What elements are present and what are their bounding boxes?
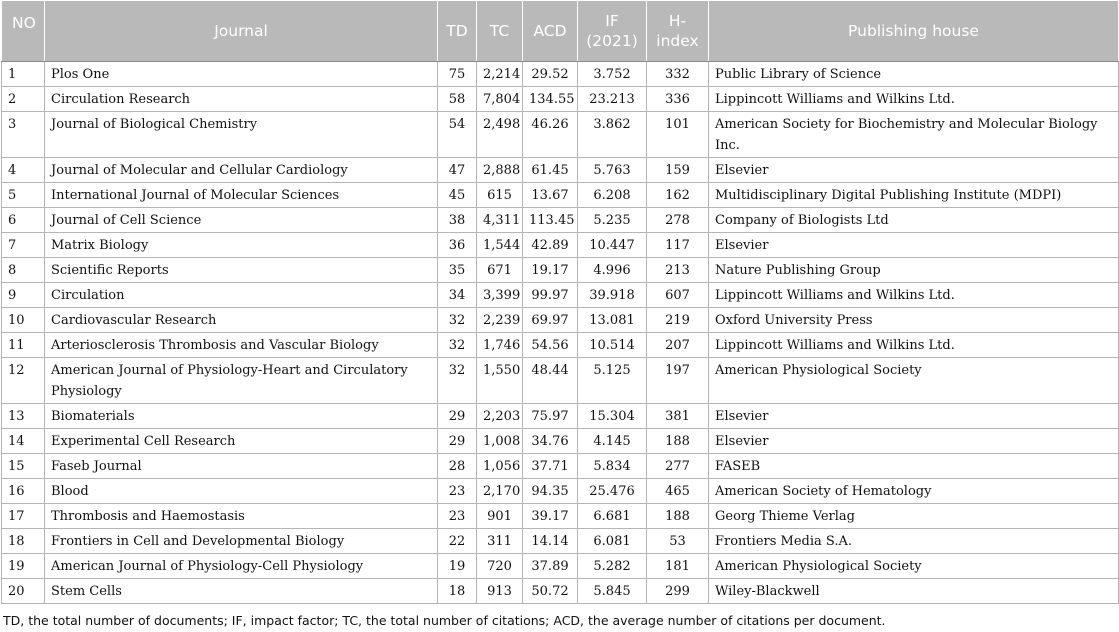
cell-h-index: 197	[647, 358, 709, 404]
cell-journal: American Journal of Physiology-Heart and Circulatory Physiology	[45, 358, 438, 404]
cell-h-index: 117	[647, 233, 709, 258]
cell-acd: 29.52	[523, 62, 578, 87]
cell-no: 3	[2, 112, 45, 158]
cell-publishing-house: Nature Publishing Group	[709, 258, 1119, 283]
cell-journal: Matrix Biology	[45, 233, 438, 258]
cell-publishing-house: Oxford University Press	[709, 308, 1119, 333]
cell-if: 10.447	[578, 233, 647, 258]
cell-td: 34	[438, 283, 477, 308]
cell-publishing-house: Lippincott Williams and Wilkins Ltd.	[709, 87, 1119, 112]
header-journal: Journal	[45, 1, 438, 62]
cell-acd: 37.71	[523, 454, 578, 479]
cell-if: 5.834	[578, 454, 647, 479]
cell-td: 32	[438, 333, 477, 358]
cell-td: 58	[438, 87, 477, 112]
cell-publishing-house: Wiley-Blackwell	[709, 579, 1119, 604]
cell-h-index: 188	[647, 504, 709, 529]
cell-no: 14	[2, 429, 45, 454]
cell-td: 28	[438, 454, 477, 479]
cell-tc: 2,498	[477, 112, 523, 158]
header-h-index: H-index	[647, 1, 709, 62]
cell-journal: Journal of Molecular and Cellular Cardiology	[45, 158, 438, 183]
cell-if: 25.476	[578, 479, 647, 504]
cell-tc: 1,008	[477, 429, 523, 454]
cell-if: 39.918	[578, 283, 647, 308]
cell-no: 10	[2, 308, 45, 333]
table-row	[2, 429, 1119, 454]
cell-journal: Circulation Research	[45, 87, 438, 112]
cell-journal: Stem Cells	[45, 579, 438, 604]
cell-if: 4.996	[578, 258, 647, 283]
table-row	[2, 554, 1119, 579]
cell-journal: Cardiovascular Research	[45, 308, 438, 333]
cell-journal: Blood	[45, 479, 438, 504]
cell-journal: Circulation	[45, 283, 438, 308]
cell-if: 6.081	[578, 529, 647, 554]
cell-publishing-house: Georg Thieme Verlag	[709, 504, 1119, 529]
cell-tc: 913	[477, 579, 523, 604]
cell-tc: 2,203	[477, 404, 523, 429]
cell-h-index: 213	[647, 258, 709, 283]
cell-h-index: 219	[647, 308, 709, 333]
cell-publishing-house: Elsevier	[709, 233, 1119, 258]
cell-td: 38	[438, 208, 477, 233]
table-row	[2, 479, 1119, 504]
cell-acd: 34.76	[523, 429, 578, 454]
table-row	[2, 404, 1119, 429]
cell-if: 3.752	[578, 62, 647, 87]
table-row	[2, 308, 1119, 333]
header-if: IF (2021)	[578, 1, 647, 62]
cell-publishing-house: American Physiological Society	[709, 554, 1119, 579]
cell-no: 19	[2, 554, 45, 579]
cell-h-index: 299	[647, 579, 709, 604]
table-row	[2, 358, 1119, 404]
cell-journal: Journal of Cell Science	[45, 208, 438, 233]
cell-acd: 54.56	[523, 333, 578, 358]
journal-table	[1, 0, 1119, 604]
cell-h-index: 332	[647, 62, 709, 87]
cell-if: 10.514	[578, 333, 647, 358]
cell-journal: Experimental Cell Research	[45, 429, 438, 454]
header-publishing-house: Publishing house	[709, 1, 1119, 62]
journal-table-container	[1, 0, 1118, 604]
table-row	[2, 233, 1119, 258]
cell-journal: Frontiers in Cell and Developmental Biology	[45, 529, 438, 554]
cell-tc: 3,399	[477, 283, 523, 308]
cell-h-index: 162	[647, 183, 709, 208]
cell-tc: 4,311	[477, 208, 523, 233]
cell-td: 29	[438, 429, 477, 454]
table-row	[2, 579, 1119, 604]
cell-acd: 50.72	[523, 579, 578, 604]
cell-if: 5.125	[578, 358, 647, 404]
cell-if: 15.304	[578, 404, 647, 429]
cell-if: 4.145	[578, 429, 647, 454]
cell-no: 11	[2, 333, 45, 358]
cell-if: 13.081	[578, 308, 647, 333]
cell-h-index: 207	[647, 333, 709, 358]
table-row	[2, 333, 1119, 358]
cell-h-index: 607	[647, 283, 709, 308]
cell-journal: American Journal of Physiology-Cell Physiology	[45, 554, 438, 579]
cell-if: 6.208	[578, 183, 647, 208]
cell-td: 23	[438, 479, 477, 504]
table-row	[2, 183, 1119, 208]
cell-acd: 42.89	[523, 233, 578, 258]
cell-acd: 39.17	[523, 504, 578, 529]
cell-h-index: 53	[647, 529, 709, 554]
cell-td: 35	[438, 258, 477, 283]
cell-if: 5.845	[578, 579, 647, 604]
cell-tc: 901	[477, 504, 523, 529]
cell-tc: 671	[477, 258, 523, 283]
cell-if: 6.681	[578, 504, 647, 529]
cell-no: 4	[2, 158, 45, 183]
cell-if: 23.213	[578, 87, 647, 112]
header-no: NO	[2, 1, 45, 62]
cell-no: 13	[2, 404, 45, 429]
cell-tc: 2,239	[477, 308, 523, 333]
table-row	[2, 158, 1119, 183]
table-row	[2, 283, 1119, 308]
cell-journal: Arteriosclerosis Thrombosis and Vascular Biology	[45, 333, 438, 358]
cell-publishing-house: Public Library of Science	[709, 62, 1119, 87]
cell-publishing-house: Lippincott Williams and Wilkins Ltd.	[709, 333, 1119, 358]
cell-tc: 1,746	[477, 333, 523, 358]
cell-publishing-house: Company of Biologists Ltd	[709, 208, 1119, 233]
cell-td: 23	[438, 504, 477, 529]
cell-tc: 1,544	[477, 233, 523, 258]
cell-no: 1	[2, 62, 45, 87]
cell-acd: 99.97	[523, 283, 578, 308]
table-row	[2, 454, 1119, 479]
cell-if: 5.235	[578, 208, 647, 233]
cell-td: 29	[438, 404, 477, 429]
cell-h-index: 101	[647, 112, 709, 158]
cell-publishing-house: Frontiers Media S.A.	[709, 529, 1119, 554]
cell-publishing-house: FASEB	[709, 454, 1119, 479]
cell-td: 47	[438, 158, 477, 183]
cell-acd: 134.55	[523, 87, 578, 112]
header-tc: TC	[477, 1, 523, 62]
cell-no: 20	[2, 579, 45, 604]
cell-h-index: 277	[647, 454, 709, 479]
cell-no: 16	[2, 479, 45, 504]
cell-h-index: 381	[647, 404, 709, 429]
cell-no: 18	[2, 529, 45, 554]
cell-tc: 1,550	[477, 358, 523, 404]
cell-no: 15	[2, 454, 45, 479]
cell-tc: 2,888	[477, 158, 523, 183]
cell-no: 6	[2, 208, 45, 233]
cell-publishing-house: American Physiological Society	[709, 358, 1119, 404]
table-row	[2, 529, 1119, 554]
cell-h-index: 465	[647, 479, 709, 504]
cell-publishing-house: Lippincott Williams and Wilkins Ltd.	[709, 283, 1119, 308]
cell-td: 32	[438, 358, 477, 404]
cell-h-index: 181	[647, 554, 709, 579]
cell-acd: 48.44	[523, 358, 578, 404]
table-row	[2, 112, 1119, 158]
table-footnote: TD, the total number of documents; IF, impact factor; TC, the total number of citations; ACD, the average number of citations per document.	[3, 613, 886, 628]
cell-h-index: 278	[647, 208, 709, 233]
cell-h-index: 159	[647, 158, 709, 183]
cell-acd: 61.45	[523, 158, 578, 183]
cell-tc: 7,804	[477, 87, 523, 112]
cell-tc: 720	[477, 554, 523, 579]
cell-no: 2	[2, 87, 45, 112]
cell-publishing-house: Multidisciplinary Digital Publishing Institute (MDPI)	[709, 183, 1119, 208]
cell-if: 3.862	[578, 112, 647, 158]
cell-td: 36	[438, 233, 477, 258]
cell-td: 75	[438, 62, 477, 87]
cell-publishing-house: American Society for Biochemistry and Molecular Biology Inc.	[709, 112, 1119, 158]
cell-no: 5	[2, 183, 45, 208]
cell-tc: 615	[477, 183, 523, 208]
header-acd: ACD	[523, 1, 578, 62]
cell-tc: 1,056	[477, 454, 523, 479]
cell-h-index: 188	[647, 429, 709, 454]
cell-no: 12	[2, 358, 45, 404]
cell-td: 18	[438, 579, 477, 604]
table-row	[2, 87, 1119, 112]
table-body	[2, 62, 1119, 604]
cell-journal: Biomaterials	[45, 404, 438, 429]
cell-h-index: 336	[647, 87, 709, 112]
cell-if: 5.763	[578, 158, 647, 183]
cell-journal: Plos One	[45, 62, 438, 87]
cell-acd: 69.97	[523, 308, 578, 333]
cell-journal: Journal of Biological Chemistry	[45, 112, 438, 158]
table-row	[2, 208, 1119, 233]
cell-no: 7	[2, 233, 45, 258]
table-row	[2, 258, 1119, 283]
cell-td: 19	[438, 554, 477, 579]
cell-publishing-house: Elsevier	[709, 429, 1119, 454]
table-row	[2, 504, 1119, 529]
cell-no: 17	[2, 504, 45, 529]
cell-journal: Scientific Reports	[45, 258, 438, 283]
cell-acd: 113.45	[523, 208, 578, 233]
cell-publishing-house: American Society of Hematology	[709, 479, 1119, 504]
table-row	[2, 62, 1119, 87]
cell-td: 32	[438, 308, 477, 333]
cell-td: 45	[438, 183, 477, 208]
cell-publishing-house: Elsevier	[709, 404, 1119, 429]
cell-acd: 75.97	[523, 404, 578, 429]
cell-publishing-house: Elsevier	[709, 158, 1119, 183]
cell-acd: 13.67	[523, 183, 578, 208]
cell-acd: 19.17	[523, 258, 578, 283]
cell-journal: Thrombosis and Haemostasis	[45, 504, 438, 529]
cell-journal: Faseb Journal	[45, 454, 438, 479]
cell-if: 5.282	[578, 554, 647, 579]
table-header-row	[2, 1, 1119, 62]
cell-acd: 14.14	[523, 529, 578, 554]
cell-no: 9	[2, 283, 45, 308]
cell-td: 22	[438, 529, 477, 554]
cell-acd: 37.89	[523, 554, 578, 579]
cell-tc: 311	[477, 529, 523, 554]
cell-tc: 2,170	[477, 479, 523, 504]
cell-no: 8	[2, 258, 45, 283]
header-td: TD	[438, 1, 477, 62]
cell-tc: 2,214	[477, 62, 523, 87]
cell-acd: 46.26	[523, 112, 578, 158]
cell-td: 54	[438, 112, 477, 158]
cell-journal: International Journal of Molecular Sciences	[45, 183, 438, 208]
cell-acd: 94.35	[523, 479, 578, 504]
